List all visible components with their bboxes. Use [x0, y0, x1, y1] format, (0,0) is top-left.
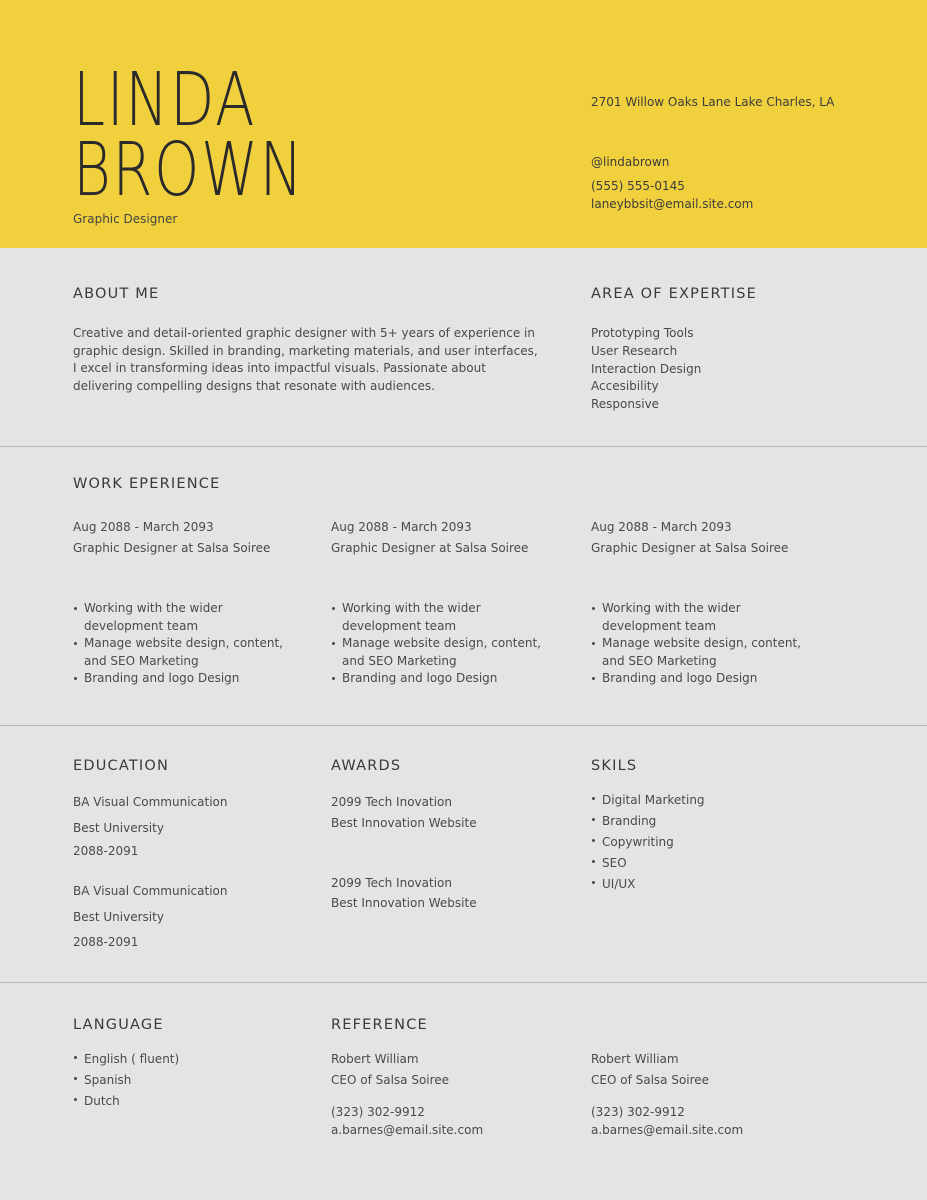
first-name: LINDA: [73, 57, 257, 143]
list-item: User Research: [591, 343, 678, 358]
divider: [0, 725, 927, 726]
about-line: graphic design. Skilled in branding, marketing materials, and user interfaces,: [73, 343, 538, 358]
address: 2701 Willow Oaks Lane Lake Charles, LA: [591, 95, 835, 109]
edu-degree: BA Visual Communication: [73, 795, 228, 809]
list-item: Working with the wider development team: [331, 600, 541, 635]
list-item: Digital Marketing: [591, 790, 705, 811]
last-name: BROWN: [73, 127, 305, 213]
award-name: 2099 Tech Inovation: [331, 795, 452, 809]
list-item: Dutch: [73, 1091, 179, 1112]
about-text: [73, 325, 538, 396]
award-detail: Best Innovation Website: [331, 896, 477, 910]
list-item: Branding: [591, 811, 705, 832]
email: laneybbsit@email.site.com: [591, 197, 754, 211]
list-item: Spanish: [73, 1070, 179, 1091]
list-item: SEO: [591, 853, 705, 874]
language-list: [73, 1049, 179, 1112]
job-bullets: [331, 600, 541, 688]
phone: (555) 555-0145: [591, 179, 685, 193]
social-handle: @lindabrown: [591, 155, 670, 169]
job-position: Graphic Designer at Salsa Soiree: [73, 541, 271, 555]
edu-degree: BA Visual Communication: [73, 884, 228, 898]
reference-title: REFERENCE: [331, 1017, 428, 1033]
skills-title: SKILS: [591, 758, 638, 774]
ref-position: CEO of Salsa Soiree: [591, 1073, 710, 1087]
ref-email: a.barnes@email.site.com: [591, 1123, 744, 1137]
list-item: Manage website design, content, and SEO Marketing: [591, 635, 801, 670]
edu-years: 2088-2091: [73, 935, 139, 949]
about-title: ABOUT ME: [73, 286, 160, 302]
divider: [0, 446, 927, 447]
list-item: Working with the wider development team: [591, 600, 801, 635]
edu-school: Best University: [73, 910, 164, 924]
list-item: Responsive: [591, 397, 660, 412]
list-item: UI/UX: [591, 874, 705, 895]
list-item: Prototyping Tools: [591, 326, 694, 340]
list-item: Branding and logo Design: [73, 670, 283, 688]
job-bullets: [73, 600, 283, 688]
award-detail: Best Innovation Website: [331, 816, 477, 830]
list-item: Manage website design, content, and SEO Marketing: [73, 635, 283, 670]
awards-title: AWARDS: [331, 758, 402, 774]
language-title: LANGUAGE: [73, 1017, 164, 1033]
award-name: 2099 Tech Inovation: [331, 876, 452, 890]
list-item: Copywriting: [591, 832, 705, 853]
list-item: Working with the wider development team: [73, 600, 283, 635]
list-item: Interaction Design: [591, 361, 702, 376]
ref-position: CEO of Salsa Soiree: [331, 1073, 450, 1087]
education-title: EDUCATION: [73, 758, 170, 774]
job-bullets: [591, 600, 801, 688]
job-position: Graphic Designer at Salsa Soiree: [591, 541, 789, 555]
job-position: Graphic Designer at Salsa Soiree: [331, 541, 529, 555]
job-dates: Aug 2088 - March 2093: [73, 520, 214, 534]
ref-phone: (323) 302-9912: [591, 1105, 685, 1119]
expertise-title: AREA OF EXPERTISE: [591, 286, 757, 302]
list-item: Manage website design, content, and SEO Marketing: [331, 635, 541, 670]
list-item: English ( fluent): [73, 1049, 179, 1070]
ref-phone: (323) 302-9912: [331, 1105, 425, 1119]
list-item: Branding and logo Design: [591, 670, 801, 688]
expertise-list: [591, 325, 701, 414]
divider: [0, 982, 927, 983]
job-dates: Aug 2088 - March 2093: [591, 520, 732, 534]
about-line: delivering compelling designs that resonate with audiences.: [73, 379, 435, 394]
ref-name: Robert William: [331, 1052, 419, 1066]
work-title: WORK EPERIENCE: [73, 476, 221, 492]
about-line: I excel in transforming ideas into impactful visuals. Passionate about: [73, 361, 486, 376]
job-role: Graphic Designer: [73, 212, 178, 226]
job-dates: Aug 2088 - March 2093: [331, 520, 472, 534]
ref-name: Robert William: [591, 1052, 679, 1066]
edu-years: 2088-2091: [73, 844, 139, 858]
skills-list: [591, 790, 705, 895]
ref-email: a.barnes@email.site.com: [331, 1123, 484, 1137]
about-line: Creative and detail-oriented graphic designer with 5+ years of experience in: [73, 326, 535, 340]
list-item: Accesibility: [591, 379, 659, 394]
list-item: Branding and logo Design: [331, 670, 541, 688]
edu-school: Best University: [73, 821, 164, 835]
